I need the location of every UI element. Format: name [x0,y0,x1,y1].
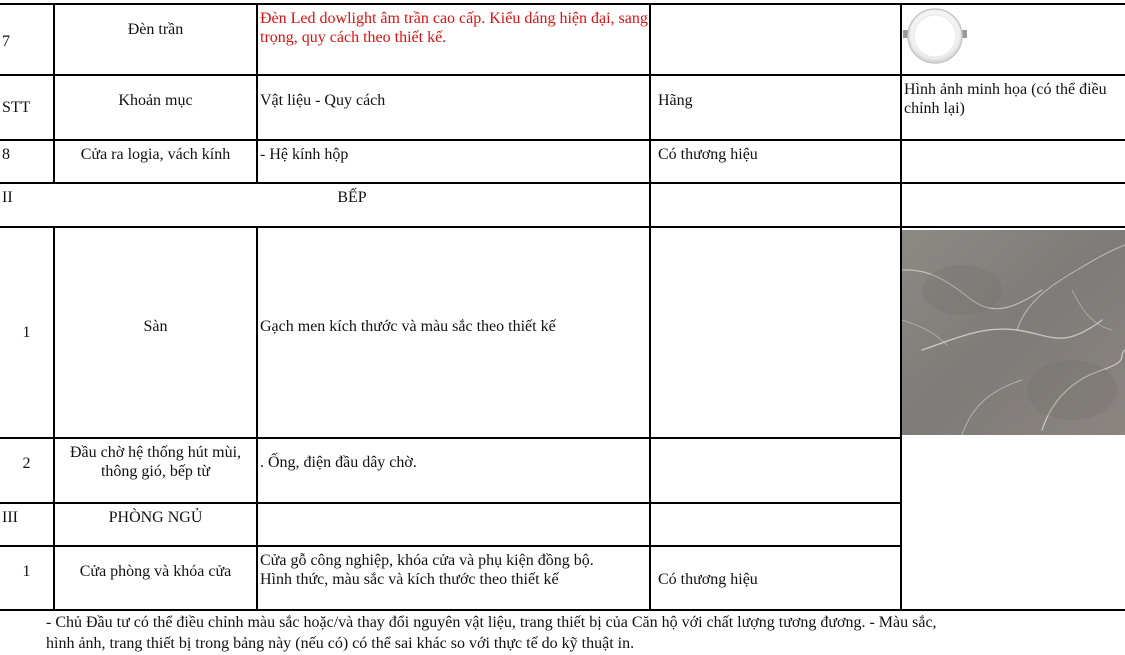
header-brand [656,76,899,125]
b1-spec-line2: Hình thức, màu sắc và kích thước theo thiết kế [260,571,559,588]
header-stt [0,76,53,139]
downlight-image [903,6,967,68]
b1-stt-text: 1 [22,563,31,581]
row7-item-text: Đèn trần [127,21,184,39]
k1-spec-text: Gạch men kích thước và màu sắc theo thiết kế [260,317,556,335]
row7-item [55,5,256,55]
row8-stt [0,141,53,168]
section3-stt-text: III [2,508,18,526]
b1-brand [656,566,899,593]
k2-spec-text: . Ống, điện đầu dây chờ. [260,454,417,472]
marble-tile-image [902,230,1125,435]
header-spec-text: Vật liệu - Quy cách [260,91,386,109]
b1-item-text: Cửa phòng và khóa cửa [79,563,232,581]
footnote-line1: - Chủ Đầu tư có thể điều chỉnh màu sắc hoặc/và thay đổi nguyên vật liệu, trang thiết bị của Căn hộ với chất lượng tương đương. - Màu sắc, [46,614,937,631]
header-item [55,76,256,125]
section3-title-text: PHÒNG NGỦ [108,508,203,526]
row8-spec [258,141,648,168]
row8-brand [656,141,899,168]
section2-title-text: BẾP [337,188,367,206]
row8-item [55,141,256,168]
k1-item [55,228,256,425]
b1-spec [258,547,648,593]
k2-stt-text: 2 [22,454,31,472]
k2-item-line2: thông gió, bếp từ [100,463,211,480]
header-item-text: Khoản mục [118,91,193,109]
k2-spec [258,439,648,487]
b1-spec-line1: Cửa gỗ công nghiệp, khóa cửa và phụ kiện đồng bộ. [260,551,594,569]
k2-item [55,439,256,485]
row8-brand-text: Có thương hiệu [658,145,758,163]
row7-stt-text: 7 [2,32,10,50]
row7-stt [0,5,53,74]
b1-item [55,547,256,597]
section3-title [55,504,256,531]
footnote [46,612,1106,654]
row7-spec [258,5,648,74]
rule [0,609,1125,611]
k1-stt [0,228,53,437]
section2-title [55,184,649,211]
k1-item-text: Sàn [143,317,168,335]
header-image-text: Hình ảnh minh họa (có thể điều chỉnh lại) [904,81,1107,118]
footnote-line2: hình ảnh, trang thiết bị trong bảng này (nếu có) có thể sai khác so với thực tế do kỹ thuật in. [46,635,635,652]
section2-stt-text: II [2,188,13,206]
b1-stt [0,547,53,597]
k1-spec [258,228,648,425]
k2-item-line1: Đầu chờ hệ thống hút mùi, [69,443,242,461]
row7-spec-text: Đèn Led dowlight âm trần cao cấp. Kiểu dáng hiện đại, sang trọng, quy cách theo thiết kế. [260,10,648,47]
header-stt-text: STT [2,98,31,116]
row8-spec-text: - Hệ kính hộp [260,145,349,163]
k2-stt [0,439,53,488]
row8-stt-text: 8 [2,145,10,163]
header-spec [258,76,648,125]
row8-item-text: Cửa ra logia, vách kính [80,145,231,163]
rule [649,3,651,610]
section3-stt [0,504,53,531]
k1-stt-text: 1 [22,323,31,341]
b1-brand-text: Có thương hiệu [658,570,758,588]
header-image [902,76,1124,139]
header-brand-text: Hãng [658,91,693,109]
section2-stt [0,184,53,211]
